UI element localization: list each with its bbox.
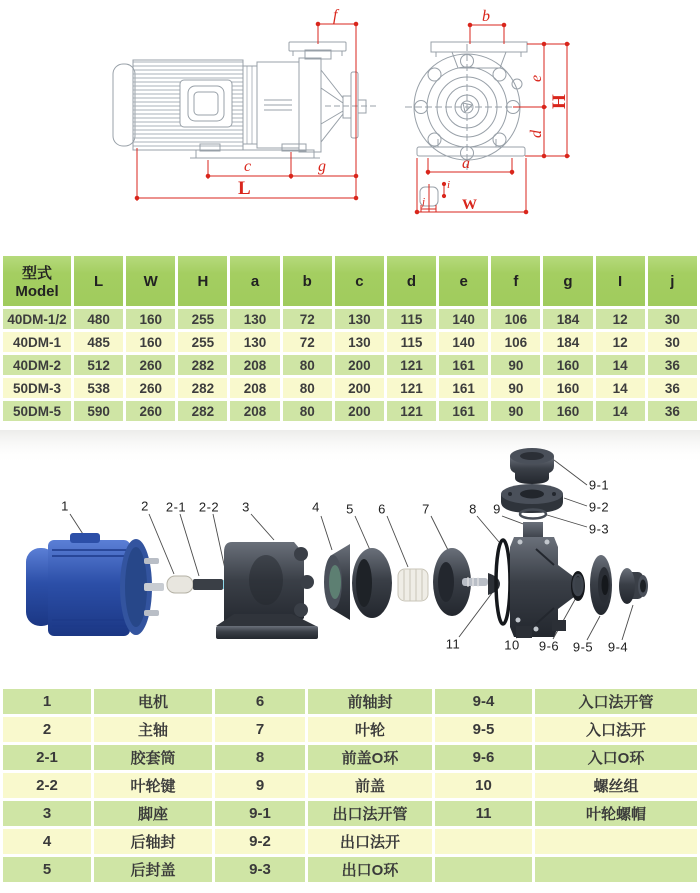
column-header: I <box>596 256 645 306</box>
model-cell: 40DM-2 <box>3 355 71 375</box>
dim-label-W: W <box>462 197 477 213</box>
dimension-cell: 130 <box>230 332 279 352</box>
part-number-label: 9-2 <box>588 499 610 515</box>
part-number-cell: 2-2 <box>3 773 91 798</box>
table-row <box>3 717 697 742</box>
dimension-cell: 161 <box>439 378 488 398</box>
table-row <box>3 801 697 826</box>
dimension-cell: 115 <box>387 332 436 352</box>
part-name-cell: 入口O环 <box>535 745 697 770</box>
dimension-cell: 538 <box>74 378 123 398</box>
part-number-label: 10 <box>504 637 520 653</box>
part-name-cell <box>535 829 697 854</box>
part-number-cell: 4 <box>3 829 91 854</box>
part-number-label: 9 <box>493 501 501 517</box>
part-number-label: 9-3 <box>588 521 610 537</box>
dimension-cell: 12 <box>596 332 645 352</box>
dimension-cell: 106 <box>491 309 540 329</box>
column-header: d <box>387 256 436 306</box>
part-number-cell: 8 <box>215 745 305 770</box>
part-name-cell: 出口法开管 <box>308 801 432 826</box>
part-name-cell: 叶轮螺帽 <box>535 801 697 826</box>
dim-label-g: g <box>318 158 326 175</box>
dimension-cell: 130 <box>335 332 384 352</box>
part-name-cell: 后封盖 <box>94 857 212 882</box>
dimension-cell: 480 <box>74 309 123 329</box>
table-row <box>3 378 697 398</box>
table-row <box>3 857 697 882</box>
part-name-cell: 出口O环 <box>308 857 432 882</box>
dimension-cell: 90 <box>491 378 540 398</box>
dimension-cell: 184 <box>543 309 592 329</box>
dimension-cell: 208 <box>230 378 279 398</box>
part-number-label: 7 <box>422 501 430 517</box>
dimension-cell: 30 <box>648 332 697 352</box>
dimension-cell: 282 <box>178 355 227 375</box>
part-name-cell: 电机 <box>94 689 212 714</box>
dimension-cell: 255 <box>178 309 227 329</box>
photo-background-tint <box>0 430 700 464</box>
part-name-cell: 螺丝组 <box>535 773 697 798</box>
table-row <box>3 401 697 421</box>
dimension-cell: 140 <box>439 332 488 352</box>
dim-label-i: i <box>447 179 451 191</box>
column-header: H <box>178 256 227 306</box>
dimension-cell: 485 <box>74 332 123 352</box>
column-header: j <box>648 256 697 306</box>
dimension-cell: 160 <box>126 332 175 352</box>
foot-bracket-part <box>216 542 318 639</box>
part-number-label: 9-4 <box>607 639 629 655</box>
dimension-cell: 260 <box>126 378 175 398</box>
dimension-cell: 140 <box>439 309 488 329</box>
dimension-cell: 36 <box>648 378 697 398</box>
dimension-cell: 160 <box>126 309 175 329</box>
model-cell: 40DM-1/2 <box>3 309 71 329</box>
part-number-cell: 1 <box>3 689 91 714</box>
part-number-cell: 9 <box>215 773 305 798</box>
dimension-cell: 30 <box>648 309 697 329</box>
part-number-cell: 9-4 <box>435 689 532 714</box>
motor-part <box>26 533 164 636</box>
dimension-cell: 590 <box>74 401 123 421</box>
dim-label-d: d <box>528 130 545 138</box>
pump-front-view-drawing <box>405 42 545 206</box>
pump-side-view-drawing <box>113 42 378 158</box>
dimension-cell: 200 <box>335 355 384 375</box>
column-header: f <box>491 256 540 306</box>
part-number-cell: 9-2 <box>215 829 305 854</box>
part-number-cell: 9-5 <box>435 717 532 742</box>
dimension-cell: 512 <box>74 355 123 375</box>
dimension-cell: 14 <box>596 378 645 398</box>
part-number-label: 2-1 <box>165 499 187 515</box>
column-header: L <box>74 256 123 306</box>
dim-label-j: j <box>422 196 426 208</box>
impeller-nut-part <box>488 573 500 595</box>
part-number-cell: 10 <box>435 773 532 798</box>
dimension-cell: 80 <box>283 378 332 398</box>
dim-label-a: a <box>462 155 470 172</box>
dimension-table-header <box>3 256 697 306</box>
part-number-label: 1 <box>61 498 69 514</box>
dimension-cell: 160 <box>543 401 592 421</box>
column-header: b <box>283 256 332 306</box>
part-number-label: 3 <box>242 499 250 515</box>
dimension-cell: 161 <box>439 355 488 375</box>
dimension-cell: 260 <box>126 401 175 421</box>
part-number-cell: 9-3 <box>215 857 305 882</box>
dimension-cell: 208 <box>230 355 279 375</box>
dimension-cell: 106 <box>491 332 540 352</box>
dimension-cell: 12 <box>596 309 645 329</box>
dimension-cell: 14 <box>596 355 645 375</box>
column-header: a <box>230 256 279 306</box>
dim-label-H: H <box>549 94 570 109</box>
part-number-cell: 5 <box>3 857 91 882</box>
part-name-cell: 脚座 <box>94 801 212 826</box>
part-number-cell: 9-1 <box>215 801 305 826</box>
dimension-cell: 80 <box>283 401 332 421</box>
table-row <box>3 332 697 352</box>
dimension-cell: 14 <box>596 401 645 421</box>
column-header: e <box>439 256 488 306</box>
part-number-label: 9-1 <box>588 477 610 493</box>
dim-label-c: c <box>244 158 252 175</box>
table-row <box>3 773 697 798</box>
dimension-cell: 72 <box>283 332 332 352</box>
dimension-cell: 90 <box>491 355 540 375</box>
column-header: c <box>335 256 384 306</box>
table-row <box>3 689 697 714</box>
part-number-cell: 2-1 <box>3 745 91 770</box>
part-name-cell: 前盖 <box>308 773 432 798</box>
part-name-cell: 胶套筒 <box>94 745 212 770</box>
dimension-cell: 282 <box>178 401 227 421</box>
rear-cover-part <box>352 548 392 618</box>
rear-shaft-seal-part <box>324 544 350 620</box>
part-number-label: 8 <box>469 501 477 517</box>
dimension-cell: 90 <box>491 401 540 421</box>
impeller-part <box>433 548 500 616</box>
part-name-cell: 出口法开 <box>308 829 432 854</box>
dim-label-f: f <box>333 7 338 24</box>
part-name-cell: 叶轮 <box>308 717 432 742</box>
part-name-cell: 入口法开 <box>535 717 697 742</box>
dimension-cell: 130 <box>230 309 279 329</box>
dimension-cell: 160 <box>543 355 592 375</box>
dimension-cell: 130 <box>335 309 384 329</box>
technical-drawings <box>0 0 700 250</box>
dimension-cell: 200 <box>335 378 384 398</box>
dimension-cell: 121 <box>387 355 436 375</box>
part-number-label: 5 <box>346 501 354 517</box>
dimension-cell: 255 <box>178 332 227 352</box>
screw-set-part <box>534 627 539 632</box>
table-row <box>3 829 697 854</box>
part-number-label: 11 <box>445 636 461 652</box>
part-name-cell: 叶轮键 <box>94 773 212 798</box>
part-number-label: 4 <box>312 499 320 515</box>
model-cell: 50DM-3 <box>3 378 71 398</box>
table-row <box>3 256 697 306</box>
dim-label-L: L <box>238 178 251 199</box>
front-seal-bellows-part <box>398 569 428 601</box>
model-cell: 40DM-1 <box>3 332 71 352</box>
dimension-cell: 282 <box>178 378 227 398</box>
part-number-cell: 9-6 <box>435 745 532 770</box>
column-header: W <box>126 256 175 306</box>
part-number-cell: 6 <box>215 689 305 714</box>
inlet-pipe-part <box>619 568 648 604</box>
dimension-cell: 80 <box>283 355 332 375</box>
part-number-label: 9-6 <box>538 638 560 654</box>
parts-list-table <box>0 686 700 885</box>
table-row <box>3 745 697 770</box>
part-number-cell: 11 <box>435 801 532 826</box>
part-number-cell <box>435 829 532 854</box>
exploded-diagram-svg <box>0 430 700 682</box>
part-number-label: 2-2 <box>198 499 220 515</box>
dimension-cell: 36 <box>648 355 697 375</box>
dim-label-b: b <box>482 8 490 25</box>
part-name-cell: 后轴封 <box>94 829 212 854</box>
inlet-flange-part <box>590 555 612 615</box>
dimension-cell: 200 <box>335 401 384 421</box>
part-number-cell: 2 <box>3 717 91 742</box>
dimension-cell: 121 <box>387 378 436 398</box>
part-name-cell: 入口法开管 <box>535 689 697 714</box>
table-row <box>3 355 697 375</box>
dimension-cell: 121 <box>387 401 436 421</box>
part-name-cell: 主轴 <box>94 717 212 742</box>
dim-label-e: e <box>528 74 545 82</box>
part-number-label: 6 <box>378 501 386 517</box>
exploded-view <box>0 430 700 682</box>
dimension-cell: 208 <box>230 401 279 421</box>
dimension-table <box>0 253 700 424</box>
dimension-drawings-svg <box>0 0 700 250</box>
part-number-cell: 7 <box>215 717 305 742</box>
part-name-cell: 前盖O环 <box>308 745 432 770</box>
part-name-cell <box>535 857 697 882</box>
part-number-cell: 3 <box>3 801 91 826</box>
model-cell: 50DM-5 <box>3 401 71 421</box>
part-number-label: 2 <box>141 498 149 514</box>
dimension-cell: 184 <box>543 332 592 352</box>
dimension-cell: 160 <box>543 378 592 398</box>
part-number-cell <box>435 857 532 882</box>
dimension-cell: 72 <box>283 309 332 329</box>
dimension-cell: 115 <box>387 309 436 329</box>
column-header: 型式Model <box>3 256 71 306</box>
table-row <box>3 309 697 329</box>
dimension-cell: 36 <box>648 401 697 421</box>
part-name-cell: 前轴封 <box>308 689 432 714</box>
part-number-label: 9-5 <box>572 639 594 655</box>
outlet-pipe-part <box>510 448 554 484</box>
dimension-cell: 260 <box>126 355 175 375</box>
column-header: g <box>543 256 592 306</box>
dimension-cell: 161 <box>439 401 488 421</box>
